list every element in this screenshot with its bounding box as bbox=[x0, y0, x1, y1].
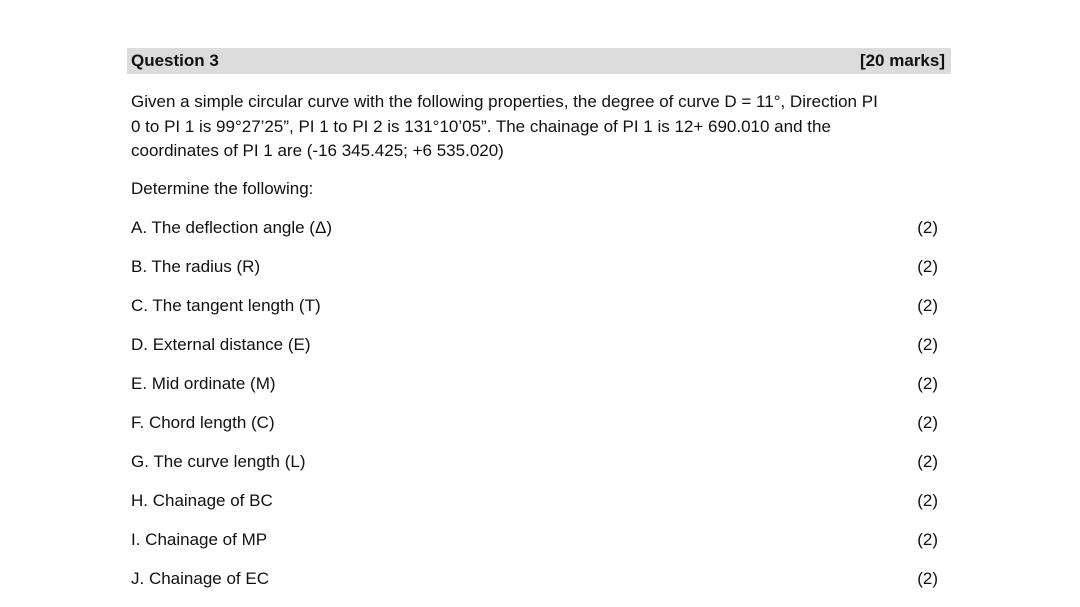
item-label: G. The curve length (L) bbox=[131, 452, 306, 471]
question-item bbox=[131, 568, 938, 607]
item-marks: (2) bbox=[917, 491, 938, 510]
question-items-list bbox=[131, 217, 938, 607]
item-label: I. Chainage of MP bbox=[131, 530, 268, 549]
item-label: J. Chainage of EC bbox=[131, 569, 269, 588]
item-label: F. Chord length (C) bbox=[131, 413, 275, 432]
item-label: A. The deflection angle (Δ) bbox=[131, 218, 332, 237]
question-item bbox=[131, 529, 938, 568]
question-header bbox=[127, 48, 951, 74]
item-marks: (2) bbox=[917, 452, 938, 471]
question-item bbox=[131, 451, 938, 490]
question-item bbox=[131, 217, 938, 256]
question-total-marks: [20 marks] bbox=[859, 51, 945, 70]
intro-line: coordinates of PI 1 are (-16 345.425; +6 535.020) bbox=[131, 141, 504, 160]
question-intro bbox=[131, 90, 951, 164]
item-label: B. The radius (R) bbox=[131, 257, 261, 276]
item-marks: (2) bbox=[917, 335, 938, 354]
item-marks: (2) bbox=[917, 569, 938, 588]
intro-line: Given a simple circular curve with the following properties, the degree of curve D = 11°, Direction PI bbox=[131, 92, 878, 111]
item-marks: (2) bbox=[917, 530, 938, 549]
item-label: H. Chainage of BC bbox=[131, 491, 273, 510]
item-label: C. The tangent length (T) bbox=[131, 296, 321, 315]
question-item bbox=[131, 295, 938, 334]
item-marks: (2) bbox=[917, 374, 938, 393]
determine-heading: Determine the following: bbox=[131, 179, 314, 198]
question-item bbox=[131, 490, 938, 529]
question-title: Question 3 bbox=[131, 51, 219, 70]
question-item bbox=[131, 373, 938, 412]
question-item bbox=[131, 412, 938, 451]
question-item bbox=[131, 334, 938, 373]
item-marks: (2) bbox=[917, 413, 938, 432]
item-label: D. External distance (E) bbox=[131, 335, 311, 354]
item-marks: (2) bbox=[917, 296, 938, 315]
item-label: E. Mid ordinate (M) bbox=[131, 374, 276, 393]
item-marks: (2) bbox=[917, 257, 938, 276]
intro-line: 0 to PI 1 is 99°27’25”, PI 1 to PI 2 is 131°10’05”. The chainage of PI 1 is 12+ 690.010 and the bbox=[131, 116, 831, 136]
question-item bbox=[131, 256, 938, 295]
item-marks: (2) bbox=[917, 218, 938, 237]
